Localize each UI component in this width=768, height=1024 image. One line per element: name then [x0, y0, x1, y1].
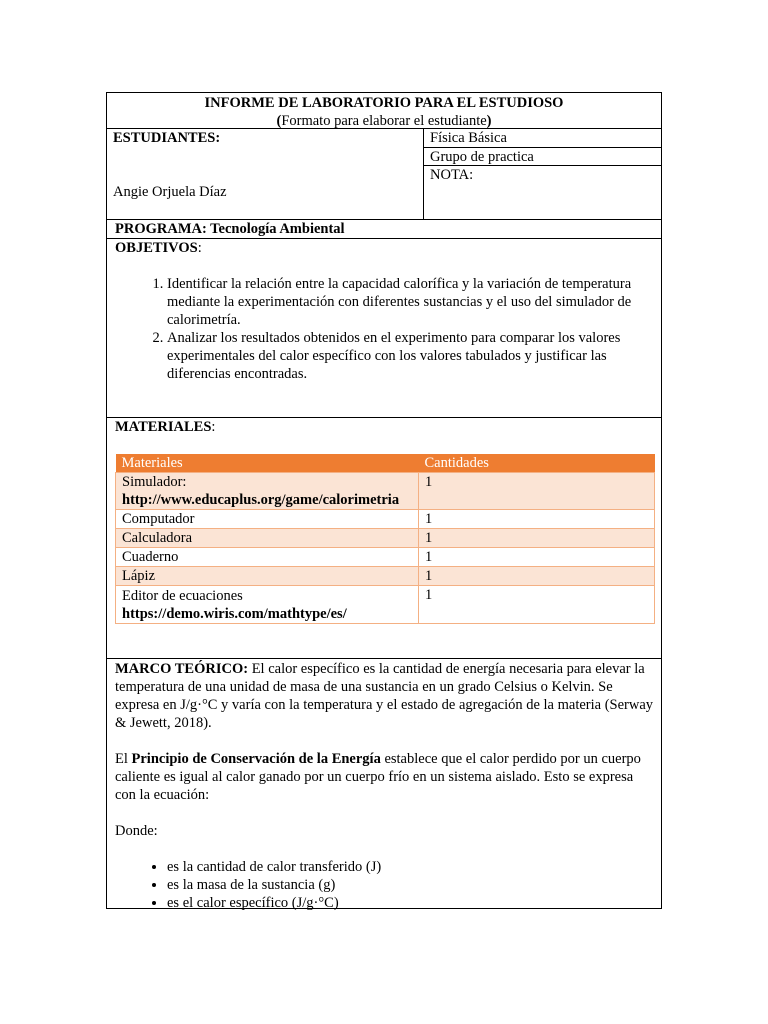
theory-section — [107, 660, 661, 911]
materials-column-header: Materiales — [116, 454, 419, 473]
objectives-list — [115, 275, 661, 383]
theory-paragraph-2: El Principio de Conservación de la Energía establece que el calor perdido por un cuerpo caliente es igual al calor ganado por un cuerpo frío en un sistema aislado. Esto se expresa con la ecuación: — [115, 751, 641, 803]
grade-label: NOTA: — [430, 167, 474, 183]
report-header — [107, 93, 661, 129]
materials-table-header — [116, 454, 655, 473]
student-name: Angie Orjuela Díaz — [113, 184, 227, 200]
variables-list — [115, 858, 655, 912]
objectives-heading: OBJETIVOS: — [115, 240, 202, 256]
materials-table — [115, 454, 655, 624]
objective-item: 1. Identificar la relación entre la capacidad calorífica y la variación de temperatura mediante la experimentación con diferentes sustancias y el uso del simulador de calorimetría. — [167, 275, 661, 329]
objectives-section — [107, 239, 661, 418]
list-item: • es el calor específico (J/g·°C) — [167, 894, 655, 912]
materials-heading: MATERIALES: — [115, 419, 216, 435]
equation-editor-link[interactable]: https://demo.wiris.com/mathtype/es/ — [122, 606, 347, 622]
report-title: INFORME DE LABORATORIO PARA EL ESTUDIOSO — [204, 95, 564, 111]
table-row: Computador 1 — [116, 510, 655, 529]
table-row: Editor de ecuaciones https://demo.wiris.com/mathtype/es/ 1 — [116, 586, 655, 624]
students-cell — [107, 129, 424, 220]
lab-report-form — [106, 92, 662, 909]
table-row: Cuaderno 1 — [116, 548, 655, 567]
practice-group: Grupo de practica — [424, 148, 661, 166]
theory-paragraph-1: MARCO TEÓRICO: El calor específico es la cantidad de energía necesaria para elevar la temperatura de una unidad de masa de una sustancia en un grado Celsius o Kelvin. Se expresa en J/g·°C y varía con la temperatura y el estado de agregación de la materia (Serway & Jewett, 2018). — [115, 661, 654, 731]
program-row — [107, 220, 661, 239]
report-subtitle: (Formato para elaborar el estudiante) — [276, 113, 492, 129]
table-row: Lápiz 1 — [116, 567, 655, 586]
list-item: • es la masa de la sustancia (g) — [167, 876, 655, 894]
course-info — [424, 129, 661, 220]
theory-donde: Donde: — [115, 823, 158, 839]
course-name: Física Básica — [424, 129, 661, 148]
students-label: ESTUDIANTES: — [113, 130, 221, 146]
list-item: • es la cantidad de calor transferido (J) — [167, 858, 655, 876]
simulator-link[interactable]: http://www.educaplus.org/game/calorimetria — [122, 492, 400, 508]
table-row: Simulador: http://www.educaplus.org/game/calorimetria 1 — [116, 473, 655, 510]
quantity-column-header: Cantidades — [419, 454, 655, 473]
table-row: Calculadora 1 — [116, 529, 655, 548]
students-section — [107, 129, 661, 220]
program-label: PROGRAMA: Tecnología Ambiental — [115, 221, 345, 237]
objective-item: 2. Analizar los resultados obtenidos en el experimento para comparar los valores experimentales del calor específico con los valores tabulados y justificar las diferencias encontradas. — [167, 329, 661, 383]
